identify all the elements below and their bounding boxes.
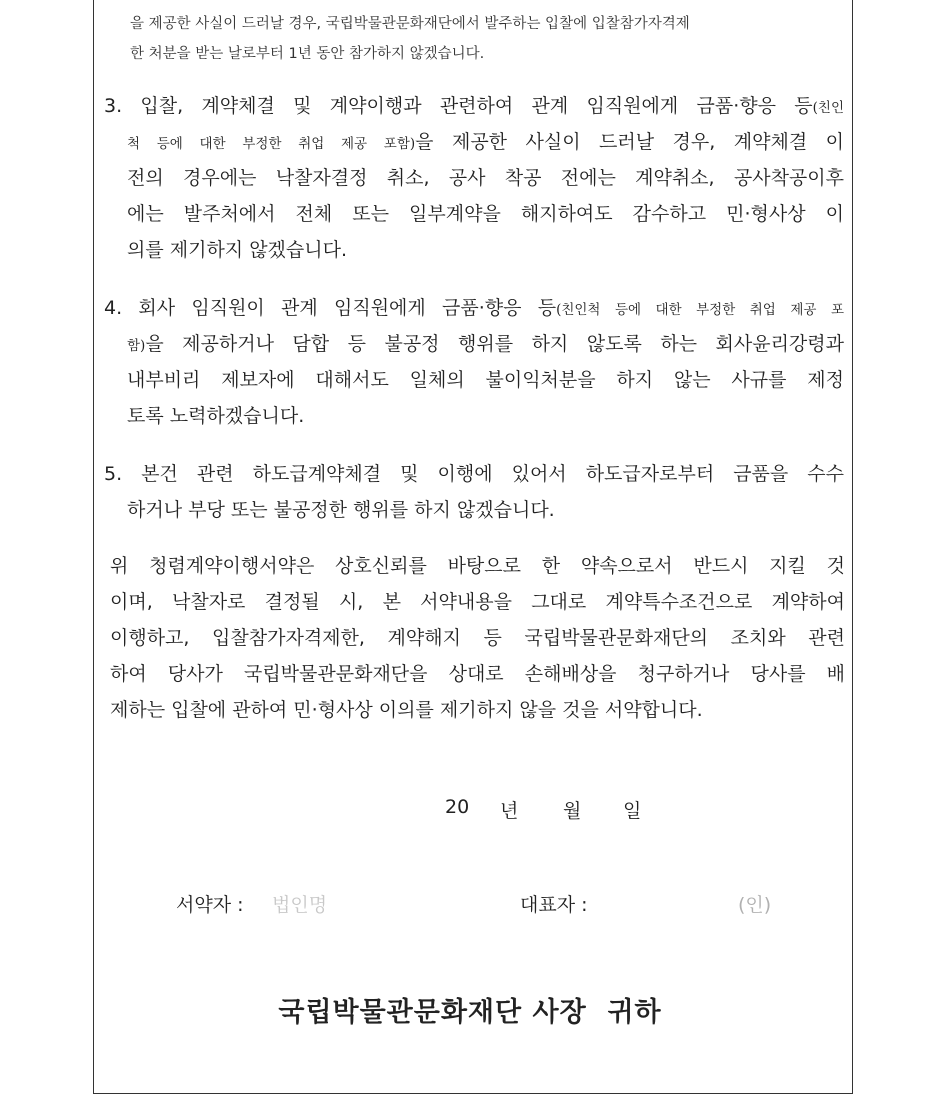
signer-name-placeholder: 법인명 bbox=[272, 894, 328, 916]
item-text: 토록 노력하겠습니다. bbox=[127, 405, 305, 427]
item-text: 내부비리 제보자에 대해서도 일체의 불이익처분을 하지 않는 사규를 제정 bbox=[127, 369, 844, 391]
addressee: 국립박물관문화재단 사장 귀하 bbox=[278, 997, 662, 1028]
date-day-label: 일 bbox=[623, 800, 642, 822]
pledge-item-4 bbox=[104, 290, 844, 434]
signer-label: 서약자 : bbox=[176, 894, 244, 916]
item-number: 3. bbox=[104, 95, 123, 117]
item-text: 의를 제기하지 않겠습니다. bbox=[127, 239, 348, 261]
item-note: (친인 bbox=[812, 100, 844, 116]
item-text: 하거나 부당 또는 불공정한 행위를 하지 않겠습니다. bbox=[127, 499, 555, 521]
item-note: 함) bbox=[127, 338, 146, 354]
item-note: (친인척 등에 대한 부정한 취업 제공 포 bbox=[556, 302, 844, 318]
item-text: 전의 경우에는 낙찰자결정 취소, 공사 착공 전에는 계약취소, 공사착공이후 bbox=[127, 167, 844, 189]
date-year-label: 년 bbox=[500, 800, 519, 822]
item-text: 을 제공하거나 담합 등 불공정 행위를 하지 않도록 하는 회사윤리강령과 bbox=[145, 333, 844, 355]
item-text: 에는 발주처에서 전체 또는 일부계약을 해지하여도 감수하고 민·형사상 이 bbox=[127, 203, 844, 225]
item-number: 4. bbox=[104, 297, 123, 319]
item-number: 5. bbox=[104, 463, 123, 485]
item-note: 척 등에 대한 부정한 취업 제공 포함) bbox=[127, 136, 416, 152]
closing-line: 이행하고, 입찰참가자격제한, 계약해지 등 국립박물관문화재단의 조치와 관련 bbox=[110, 627, 845, 649]
closing-paragraph bbox=[110, 548, 845, 728]
closing-line: 이며, 낙찰자로 결정될 시, 본 서약내용을 그대로 계약특수조건으로 계약하여 bbox=[110, 591, 845, 613]
continuation-line-1: 을 제공한 사실이 드러날 경우, 국립박물관문화재단에서 발주하는 입찰에 입찰참가자격제 bbox=[130, 16, 690, 32]
item-text: 본건 관련 하도급계약체결 및 이행에 있어서 하도급자로부터 금품을 수수 bbox=[141, 463, 844, 485]
closing-line: 하여 당사가 국립박물관문화재단을 상대로 손해배상을 청구하거나 당사를 배 bbox=[110, 663, 845, 685]
date-year-prefix: 20 bbox=[445, 796, 470, 818]
continuation-line-2: 한 처분을 받는 날로부터 1년 동안 참가하지 않겠습니다. bbox=[130, 46, 485, 62]
closing-line: 위 청렴계약이행서약은 상호신뢰를 바탕으로 한 약속으로서 반드시 지킬 것 bbox=[110, 555, 845, 577]
item-text: 회사 임직원이 관계 임직원에게 금품·향응 등 bbox=[138, 297, 557, 319]
representative-label: 대표자 : bbox=[520, 894, 588, 916]
closing-line: 제하는 입찰에 관하여 민·형사상 이의를 제기하지 않을 것을 서약합니다. bbox=[110, 699, 703, 721]
pledge-item-3 bbox=[104, 88, 844, 268]
item-text: 을 제공한 사실이 드러날 경우, 계약체결 이 bbox=[415, 131, 845, 153]
pledge-item-5 bbox=[104, 456, 844, 528]
seal-mark: (인) bbox=[738, 894, 772, 916]
date-month-label: 월 bbox=[563, 800, 582, 822]
item-text: 입찰, 계약체결 및 계약이행과 관련하여 관계 임직원에게 금품·향응 등 bbox=[140, 95, 813, 117]
